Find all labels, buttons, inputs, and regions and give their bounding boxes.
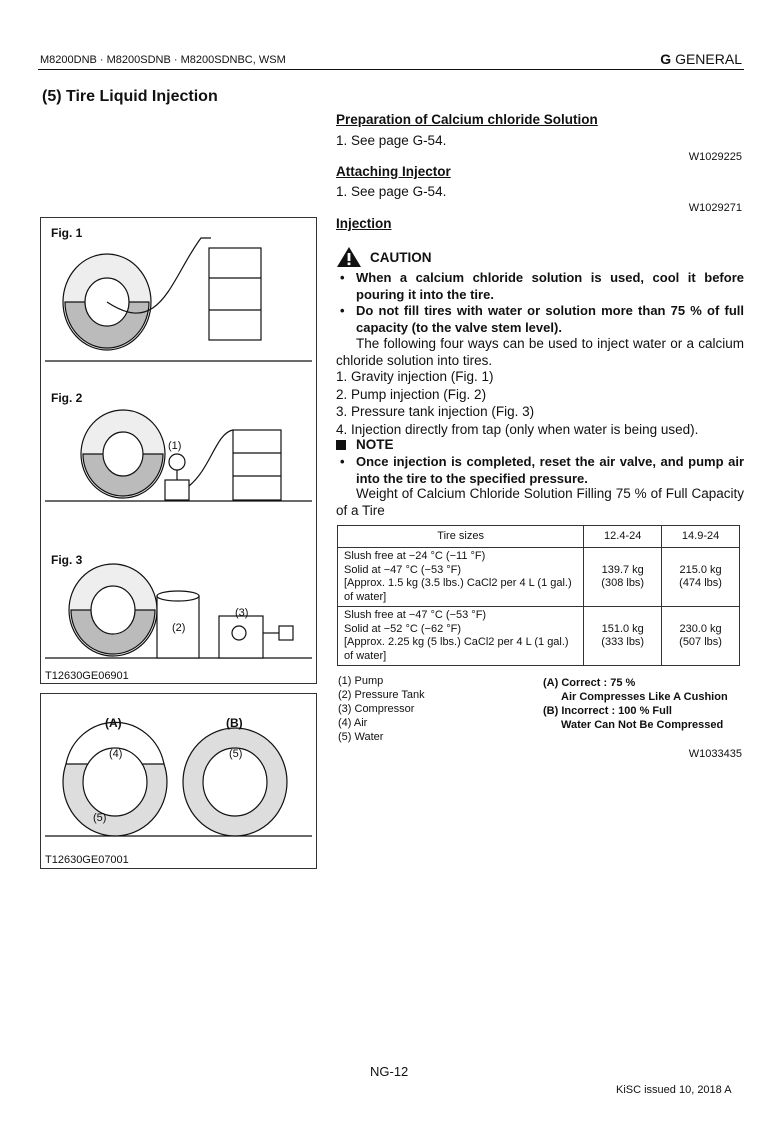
tire-weight-table bbox=[337, 525, 740, 666]
table-cell-value bbox=[584, 548, 662, 607]
preparation-step: 1. See page G-54. bbox=[336, 133, 447, 148]
note-heading bbox=[336, 437, 394, 452]
callout-pressure-tank: (2) bbox=[172, 622, 186, 634]
injection-intro: The following four ways can be used to inject water or a calcium chloride solution into tires. bbox=[336, 336, 744, 368]
table-header-cell: 14.9-24 bbox=[662, 526, 740, 548]
value-line: 230.0 kg bbox=[679, 622, 722, 635]
legend-ab-item: Water Can Not Be Compressed bbox=[561, 719, 724, 731]
table-header-cell: Tire sizes bbox=[338, 526, 584, 548]
legend-item: (1) Pump bbox=[338, 675, 384, 687]
injection-heading: Injection bbox=[336, 216, 392, 231]
method-item: 4. Injection directly from tap (only when water is being used). bbox=[336, 421, 699, 437]
legend-item: (4) Air bbox=[338, 717, 368, 729]
note-bullet: • Once injection is completed, reset the air valve, and pump air into the tire to the specified pressure. bbox=[336, 454, 744, 487]
preparation-heading: Preparation of Calcium chloride Solution bbox=[336, 112, 598, 127]
figure-box-injection-methods bbox=[40, 217, 317, 684]
fig-a-label: (A) bbox=[105, 716, 122, 730]
legend-item: (2) Pressure Tank bbox=[338, 689, 425, 701]
fig3-label: Fig. 3 bbox=[51, 553, 83, 567]
table-cell-desc bbox=[338, 607, 584, 666]
fig2-label: Fig. 2 bbox=[51, 391, 83, 405]
figure-code-2: T12630GE07001 bbox=[45, 854, 129, 866]
table-row bbox=[338, 607, 740, 666]
attaching-step: 1. See page G-54. bbox=[336, 184, 447, 199]
value-line: (474 lbs) bbox=[679, 577, 722, 589]
value-line: (507 lbs) bbox=[679, 636, 722, 648]
preparation-code: W1029225 bbox=[688, 151, 742, 163]
desc-line: [Approx. 2.25 kg (5 lbs.) CaCl2 per 4 L (1 gal.) of water] bbox=[344, 636, 569, 662]
legend-list bbox=[338, 674, 425, 744]
desc-line: Slush free at −47 °C (−53 °F) bbox=[344, 609, 487, 621]
table-cell-value bbox=[662, 607, 740, 666]
section-letter: G bbox=[660, 51, 672, 67]
note-label: NOTE bbox=[356, 437, 394, 452]
legend-item: (3) Compressor bbox=[338, 703, 415, 715]
table-header-row bbox=[338, 526, 740, 548]
fill-comparison-illustration bbox=[41, 694, 316, 868]
injection-code: W1033435 bbox=[688, 748, 742, 760]
legend-ab-item: (A) Correct : 75 % bbox=[543, 677, 636, 689]
header-section bbox=[660, 51, 742, 67]
table-cell-value bbox=[662, 548, 740, 607]
table-cell-desc bbox=[338, 548, 584, 607]
caution-label: CAUTION bbox=[370, 249, 432, 265]
method-item: 3. Pressure tank injection (Fig. 3) bbox=[336, 404, 535, 419]
legend-item: (5) Water bbox=[338, 731, 384, 743]
callout-pump: (1) bbox=[168, 440, 182, 452]
fig-b-label: (B) bbox=[226, 716, 243, 730]
value-line: 151.0 kg bbox=[601, 622, 644, 635]
warning-icon bbox=[336, 246, 362, 268]
legend-ab-item: (B) Incorrect : 100 % Full bbox=[543, 705, 672, 717]
injection-methods bbox=[336, 368, 698, 438]
attaching-code: W1029271 bbox=[688, 202, 742, 214]
caution-bullet-2: • Do not fill tires with water or solution more than 75 % of full capacity (to the valve stem level). bbox=[336, 303, 744, 336]
legend-ab-item: Air Compresses Like A Cushion bbox=[561, 691, 728, 703]
header-rule bbox=[38, 69, 744, 70]
figure-box-fill-comparison bbox=[40, 693, 317, 869]
callout-water-a: (5) bbox=[93, 812, 107, 824]
attaching-heading: Attaching Injector bbox=[336, 164, 451, 179]
table-header-cell: 12.4-24 bbox=[584, 526, 662, 548]
section-title: (5) Tire Liquid Injection bbox=[42, 88, 218, 105]
caution-heading bbox=[336, 246, 432, 268]
fig1-label: Fig. 1 bbox=[51, 226, 83, 240]
desc-line: Solid at −52 °C (−62 °F) bbox=[344, 622, 462, 635]
callout-water-b: (5) bbox=[229, 748, 243, 760]
page-number: NG-12 bbox=[370, 1064, 409, 1079]
value-line: 139.7 kg bbox=[601, 563, 644, 576]
callout-compressor: (3) bbox=[235, 607, 249, 619]
value-line: (308 lbs) bbox=[601, 577, 645, 589]
caution-bullet-1: • When a calcium chloride solution is used, cool it before pouring it into the tire. bbox=[336, 270, 744, 303]
desc-line: Slush free at −24 °C (−11 °F) bbox=[344, 550, 486, 562]
desc-line: Solid at −47 °C (−53 °F) bbox=[344, 563, 462, 576]
issue-info: KiSC issued 10, 2018 A bbox=[616, 1084, 732, 1096]
callout-air: (4) bbox=[109, 748, 123, 760]
legend-ab-list bbox=[543, 676, 728, 732]
figure-code-1: T12630GE06901 bbox=[45, 670, 129, 682]
header-models: M8200DNB · M8200SDNB · M8200SDNBC, WSM bbox=[40, 54, 286, 66]
method-item: 2. Pump injection (Fig. 2) bbox=[336, 386, 487, 402]
value-line: (333 lbs) bbox=[601, 636, 645, 648]
note-square-icon bbox=[336, 440, 346, 450]
table-row bbox=[338, 548, 740, 607]
desc-line: [Approx. 1.5 kg (3.5 lbs.) CaCl2 per 4 L (1 gal.) of water] bbox=[344, 577, 572, 603]
table-caption: Weight of Calcium Chloride Solution Filling 75 % of Full Capacity of a Tire bbox=[336, 486, 744, 518]
table-cell-value bbox=[584, 607, 662, 666]
section-name: GENERAL bbox=[675, 51, 742, 67]
value-line: 215.0 kg bbox=[679, 563, 722, 576]
method-item: 1. Gravity injection (Fig. 1) bbox=[336, 369, 494, 384]
